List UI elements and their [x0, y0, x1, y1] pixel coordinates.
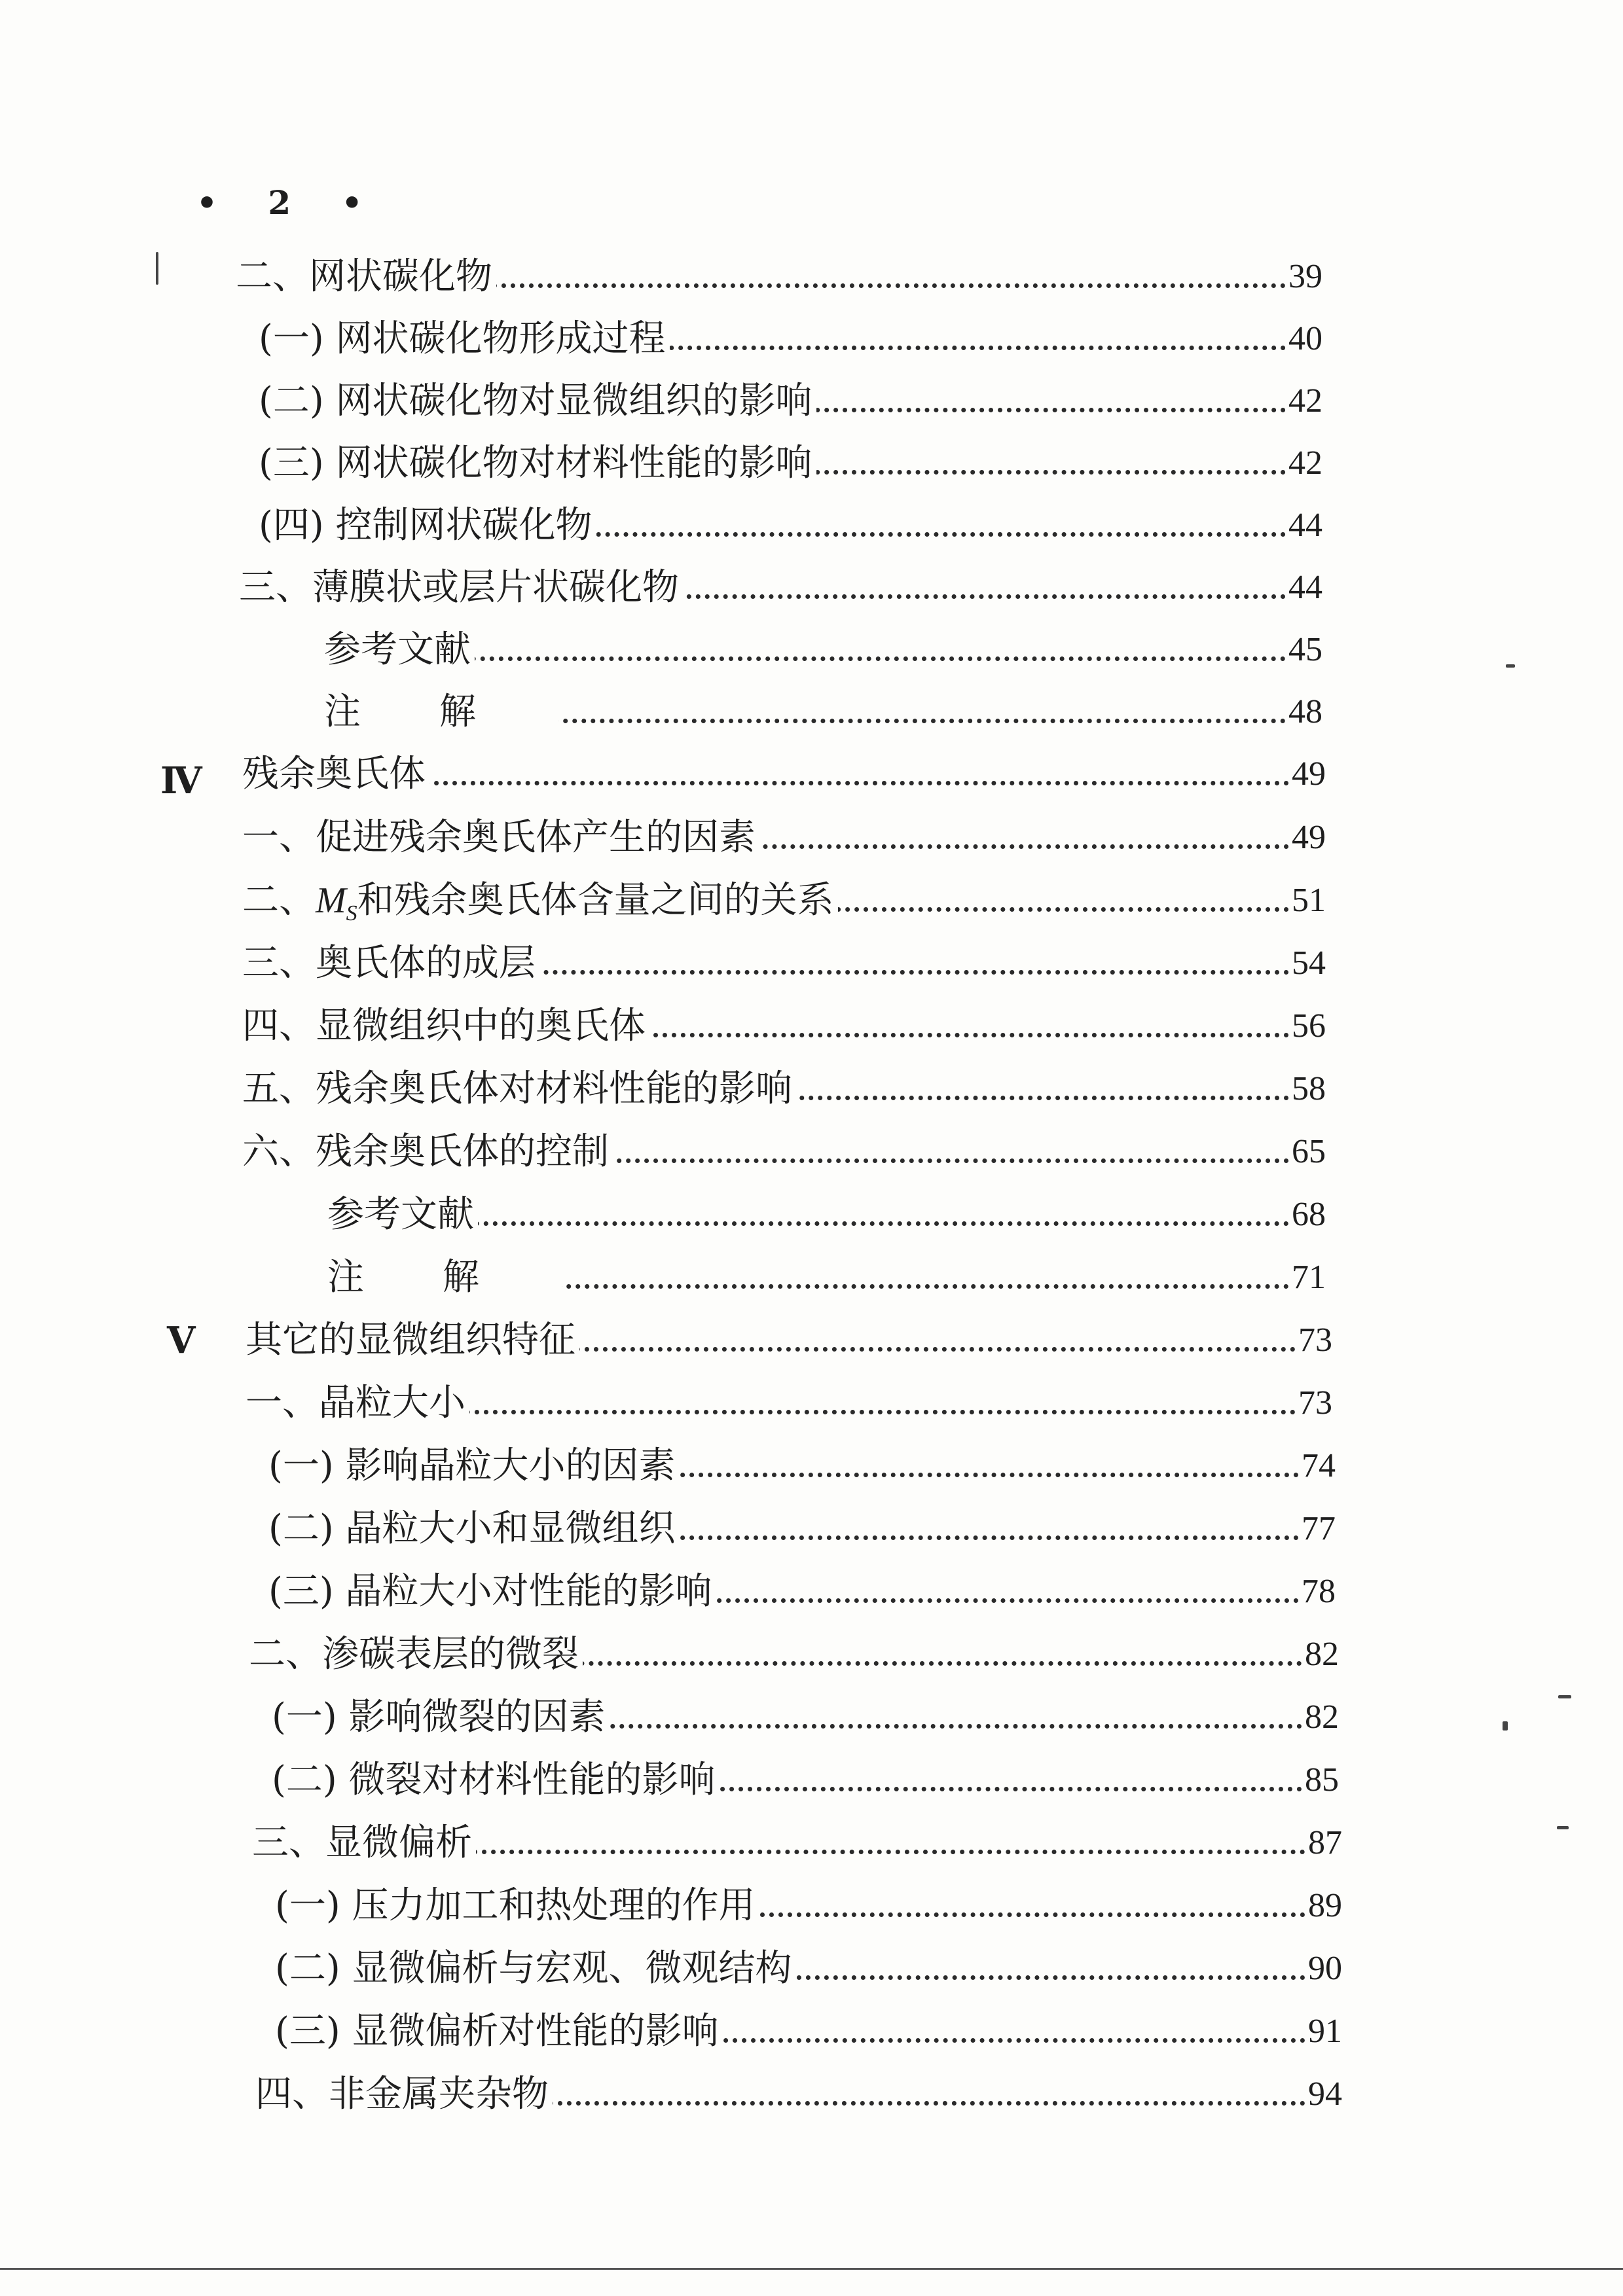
toc-entry-page: 87	[1305, 1812, 1342, 1874]
toc-entry	[272, 1686, 1339, 1749]
toc-entry	[327, 1246, 1326, 1309]
ms-subscript: S	[346, 901, 357, 926]
toc-entry	[259, 432, 1322, 495]
toc-entry	[268, 1560, 1336, 1623]
ms-suffix: 和残余奥氏体含量之间的关系	[357, 879, 834, 922]
toc-entry-page: 49	[1289, 743, 1326, 806]
page-number: • 2 •	[196, 183, 382, 222]
toc-entry-page: 56	[1289, 995, 1326, 1058]
toc-entry	[324, 681, 1322, 744]
toc-entry-page: 54	[1289, 932, 1326, 995]
toc-entry-page: 77	[1299, 1498, 1336, 1560]
toc-entry-title: (二) 微裂对材料性能的影响	[272, 1749, 720, 1812]
toc-entry-title: 一、促进残余奥氏体产生的因素	[242, 806, 759, 869]
scan-speck	[1506, 664, 1515, 668]
toc-entry-page: 91	[1305, 2000, 1342, 2063]
toc-entry-title: (二) 晶粒大小和显微组织	[268, 1498, 680, 1560]
toc-entry-title: (一) 影响晶粒大小的因素	[268, 1435, 680, 1498]
toc-entry-title: 一、晶粒大小	[246, 1372, 469, 1435]
toc-entry	[259, 308, 1322, 370]
toc-entry-title: (三) 晶粒大小对性能的影响	[268, 1560, 716, 1623]
toc-entry-page: 42	[1286, 370, 1322, 433]
toc-entry-title: 其它的显微组织特征	[246, 1309, 579, 1372]
toc-entry	[268, 1498, 1336, 1560]
toc-entry-page: 39	[1286, 245, 1322, 308]
toc-entry-page: 44	[1286, 494, 1322, 557]
toc-entry	[324, 619, 1322, 681]
toc-entry-title: 五、残余奥氏体对材料性能的影响	[242, 1058, 796, 1121]
toc-entry-title: 注解	[324, 681, 558, 744]
toc-entry-page: 71	[1289, 1246, 1326, 1309]
toc-entry	[242, 869, 1326, 932]
toc-entry-page: 94	[1305, 2063, 1342, 2126]
toc-entry	[275, 1874, 1342, 1937]
toc-entry	[236, 245, 1322, 308]
toc-entry-page: 74	[1299, 1435, 1336, 1498]
toc-entry	[272, 1749, 1339, 1812]
toc-entry-page: 40	[1286, 308, 1322, 370]
toc-entry-title: 三、奥氏体的成层	[242, 932, 539, 995]
toc-entry-page: 82	[1302, 1686, 1339, 1749]
toc-entry-title: (四) 控制网状碳化物	[259, 494, 596, 557]
toc-entry-page: 49	[1289, 806, 1326, 869]
toc-entry-title: (一) 压力加工和热处理的作用	[275, 1874, 759, 1937]
toc-entry-title: 注解	[327, 1246, 562, 1309]
toc-entry-title: 四、非金属夹杂物	[255, 2063, 553, 2126]
toc-entry-title: 参考文献	[324, 619, 475, 681]
toc-entry-page: 73	[1296, 1309, 1332, 1372]
scan-edge-line	[0, 2268, 1623, 2270]
toc-entry	[275, 2000, 1342, 2063]
ms-letter: M	[316, 880, 346, 921]
toc-entry	[242, 1121, 1326, 1183]
scan-speck	[1503, 1721, 1508, 1731]
toc-entry-page: 42	[1286, 432, 1322, 495]
chapter-number-v: Ⅴ	[167, 1321, 196, 1361]
toc-entry-page: 85	[1302, 1749, 1339, 1812]
toc-entry	[259, 370, 1322, 433]
toc-entry	[255, 2063, 1342, 2126]
ms-prefix: 二、	[242, 879, 316, 922]
ms-symbol	[316, 880, 357, 926]
toc-entry-page: 45	[1286, 619, 1322, 681]
toc-entry	[259, 494, 1322, 557]
scan-speck	[1558, 1695, 1571, 1698]
toc-entry	[242, 806, 1326, 869]
toc-entry	[249, 1623, 1339, 1686]
scan-speck	[1557, 1826, 1569, 1829]
toc-entry	[246, 1309, 1332, 1372]
toc-entry	[242, 743, 1326, 806]
toc-entry-page: 82	[1302, 1623, 1339, 1686]
chapter-number-iv: Ⅳ	[160, 761, 202, 802]
toc-entry-title: 六、残余奥氏体的控制	[242, 1121, 613, 1183]
toc-entry-page: 90	[1305, 1937, 1342, 2000]
toc-entry-title: 二、渗碳表层的微裂	[249, 1623, 583, 1686]
toc-entry-title: 三、薄膜状或层片状碳化物	[239, 556, 683, 619]
toc-entry	[327, 1183, 1326, 1246]
toc-entry	[242, 1058, 1326, 1121]
toc-entry-title: 参考文献	[327, 1183, 478, 1246]
toc-entry-page: 48	[1286, 681, 1322, 744]
toc-entry-page: 73	[1296, 1372, 1332, 1435]
toc-entry	[242, 995, 1326, 1058]
toc-entry-page: 68	[1289, 1183, 1326, 1246]
toc-entry-title: 残余奥氏体	[242, 743, 429, 806]
toc-entry-title: (二) 显微偏析与宏观、微观结构	[275, 1937, 796, 2000]
toc-entry	[246, 1372, 1332, 1435]
toc-entry-title: 二、网状碳化物	[236, 245, 496, 308]
scan-speck	[156, 252, 158, 285]
toc-entry-title: (三) 网状碳化物对材料性能的影响	[259, 432, 816, 495]
toc-entry-page: 65	[1289, 1121, 1326, 1183]
toc-entry-title: (三) 显微偏析对性能的影响	[275, 2000, 723, 2063]
toc-entry-title: (一) 网状碳化物形成过程	[259, 308, 670, 370]
toc-entry-page: 78	[1299, 1560, 1336, 1623]
toc-entry	[239, 556, 1322, 619]
toc-entry	[275, 1937, 1342, 2000]
toc-entry-title: (二) 网状碳化物对显微组织的影响	[259, 370, 816, 433]
toc-entry	[268, 1435, 1336, 1498]
toc-entry	[252, 1812, 1342, 1874]
toc-entry-page: 51	[1289, 869, 1326, 932]
toc-entry-title: (一) 影响微裂的因素	[272, 1686, 610, 1749]
toc-entry-page: 44	[1286, 556, 1322, 619]
toc-entry-page: 58	[1289, 1058, 1326, 1121]
toc-entry-title: 四、显微组织中的奥氏体	[242, 995, 649, 1058]
toc-entry-page: 89	[1305, 1874, 1342, 1937]
toc-entry-title: 三、显微偏析	[252, 1812, 476, 1874]
